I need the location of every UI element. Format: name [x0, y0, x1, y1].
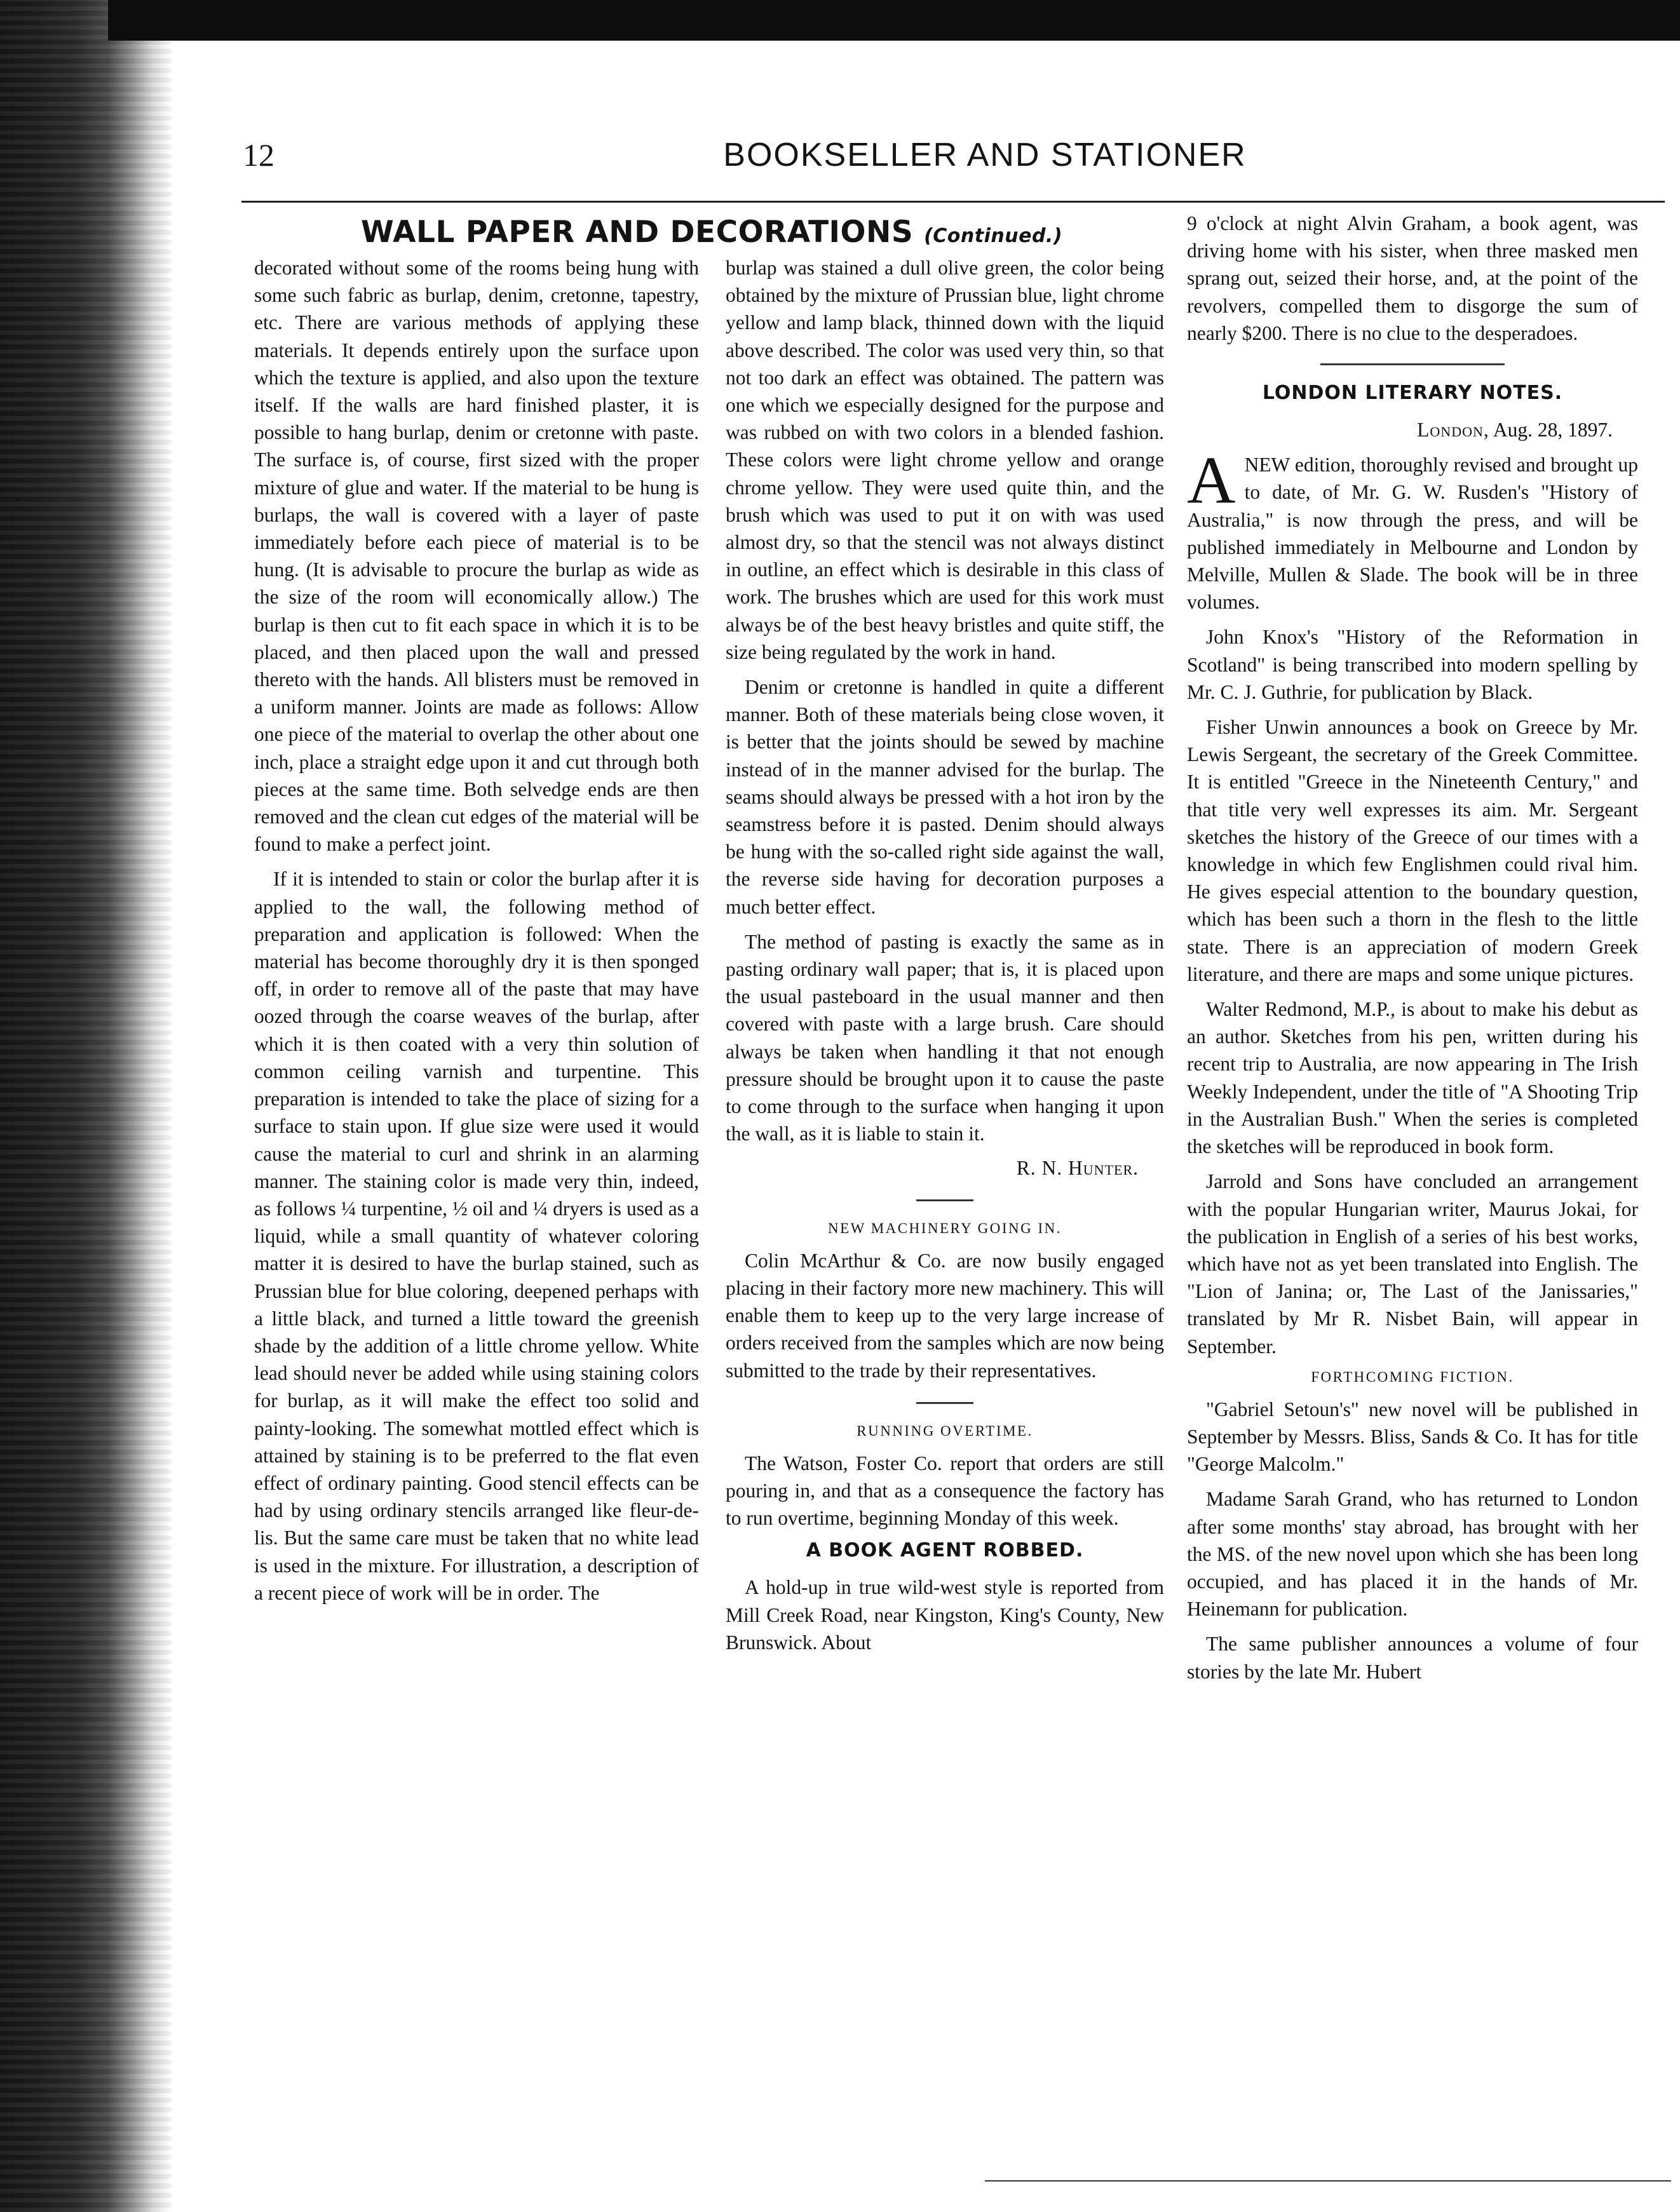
dateline	[1187, 416, 1638, 443]
fiction-paragraph: Madame Sarah Grand, who has returned to London after some months' stay abroad, has brought with her the MS. of the new novel upon which she has been long occupied, and has placed it in the hands of Mr. Heinemann for publication.	[1187, 1488, 1638, 1621]
book-agent-text: A hold-up in true wild-west style is reported from Mill Creek Road, near Kingston, King's County, New Brunswick. About	[726, 1576, 1164, 1654]
lead-paragraph	[1187, 443, 1638, 616]
section-divider	[916, 1402, 973, 1404]
article-paragraph: decorated without some of the rooms being hung with some such fabric as burlap, denim, cretonne, tapestry, etc. There are various methods of applying these materials. It depends entirely upon the surface upon which the texture is applied, and also upon the texture itself. If the walls are hard finished plaster, it is possible to hang burlap, denim or cretonne with paste. The surface is, of course, first sized with the proper mixture of glue and water. If the material to be hung is burlaps, the wall is covered with a layer of paste immediately before each piece of material is to be hung. (It is advisable to procure the burlap as wide as the size of the room will economically allow.) The burlap is then cut to fit each space in which it is to be placed, and then placed upon the wall and pressed thereto with the hands. All blisters must be removed in a uniform manner. Joints are made as follows: Allow one piece of the material to overlap the other about one inch, place a straight edge upon it and cut through both pieces at the same time. Both selvedge ends are then removed and the clean cut edges of the material will be found to make a perfect joint.	[254, 257, 699, 856]
article-headline	[254, 212, 1169, 257]
book-agent-heading: A BOOK AGENT ROBBED.	[806, 1539, 1084, 1562]
article-paragraph: Denim or cretonne is handled in quite a different manner. Both of these materials being close woven, it is better that the joints should be sewed by machine instead of in the manner advised for the burlap. The seams should always be pressed with a hot iron by the seamstress before it is pasted. Denim should always be hung with the so-called right side against the wall, the reverse side having for decoration purposes a much better effect.	[726, 676, 1164, 918]
fiction-paragraph: The same publisher announces a volume of four stories by the late Mr. Hubert	[1187, 1633, 1638, 1683]
fiction-heading: FORTHCOMING FICTION.	[1311, 1368, 1514, 1385]
running-title: BOOKSELLER AND STATIONER	[723, 137, 1247, 173]
dateline-place: London,	[1417, 419, 1489, 442]
headline-text: WALL PAPER AND DECORATIONS	[360, 215, 914, 250]
article-signature: R. N. Hunter.	[1016, 1156, 1139, 1179]
article-paragraph: burlap was stained a dull olive green, the color being obtained by the mixture of Prussian blue, light chrome yellow and lamp black, thinned down with the liquid above described. The color was used very thin, so that not too dark an effect was obtained. The pattern was one which we especially designed for the purpose and was rubbed on with two colors in a blended fashion. These colors were light chrome yellow and orange chrome yellow. They were used quite thin, and the brush which was used to put it on with was used almost dry, so that the stencil was not always distinct in outline, an effect which is desirable in this class of work. The brushes which are used for this work must always be of the best heavy bristles and quite stiff, the size being regulated by the work in hand.	[726, 257, 1164, 663]
fiction-paragraph: "Gabriel Setoun's" new novel will be published in September by Messrs. Bliss, Sands & Co. It has for title "George Malcolm."	[1187, 1398, 1638, 1476]
article-paragraph: The method of pasting is exactly the same as in pasting ordinary wall paper; that is, it is placed upon the usual pasteboard in the usual manner and then covered with paste with a large brush. Care should always be taken when handling it that not enough pressure should be brought upon it to cause the paste to come through to the surface when hanging it upon the wall, as it is liable to stain it.	[726, 930, 1164, 1145]
article-paragraph: If it is intended to stain or color the burlap after it is applied to the wall, the following method of preparation and application is followed: When the material has become thoroughly dry it is then sponged off, in order to remove all of the paste that may have oozed through the coarse weaves of the burlap, after which it is then coated with a very thin solution of common ceiling varnish and turpentine. This preparation is intended to take the place of sizing for a surface to stain upon. If glue size were used it would cause the material to curl and shrink in an alarming manner. The staining color is made very thin, indeed, as follows ¼ turpentine, ½ oil and ¼ dryers is used as a liquid, while a small quantity of whatever coloring matter it is desired to have the burlap stained, such as Prussian blue for blue coloring, deepened perhaps with a little black, and turned a little toward the greenish shade by the addition of a little chrome yellow. White lead should never be added while using staining colors for burlap, as it will make the effect too solid and painty-looking. The somewhat mottled effect which is attained by staining is to be preferred to the flat even effect of ordinary painting. Good stencil effects can be had by using ordinary stencils arranged like fleur-de-lis. But the same care must be taken that no white lead is used in the mixture. For illustration, a description of a recent piece of work will be in order. The	[254, 868, 699, 1604]
notes-paragraph: Fisher Unwin announces a book on Greece by Mr. Lewis Sergeant, the secretary of the Greek Committee. It is entitled "Greece in the Nineteenth Century," and that title very well expresses its aim. Mr. Sergeant sketches the history of the Greece of our times with a knowledge in which few Englishmen could rival him. He gives especial attention to the boundary question, which has been such a thorn in the flesh to the little state. There is an appreciation of modern Greek literature, and there are maps and some unique pictures.	[1187, 716, 1638, 985]
section-divider	[916, 1199, 973, 1201]
book-agent-text-continued: 9 o'clock at night Alvin Graham, a book agent, was driving home with his sister, when three masked men sprang out, seized their horse, and, at the point of the revolvers, compelled them to disgorge the sum of nearly $200. There is no clue to the desperadoes.	[1187, 212, 1638, 344]
scanned-binding-edge	[0, 0, 172, 2212]
overtime-text: The Watson, Foster Co. report that orders are still pouring in, and that as a consequence the factory has to run overtime, beginning Monday of this week.	[726, 1452, 1164, 1530]
column-left	[254, 254, 699, 1607]
london-notes-heading: LONDON LITERARY NOTES.	[1262, 382, 1563, 405]
drop-cap: A	[1187, 443, 1236, 518]
continued-label: (Continued.)	[924, 225, 1063, 247]
page-number: 12	[243, 137, 274, 173]
notes-paragraph: Walter Redmond, M.P., is about to make his debut as an author. Sketches from his pen, written during his recent trip to Australia, are now appearing in The Irish Weekly Independent, under the title of "A Shooting Trip in the Australian Bush." When the series is completed the sketches will be reproduced in book form.	[1187, 998, 1638, 1158]
notes-paragraph: John Knox's "History of the Reformation in Scotland" is being transcribed into modern spelling by Mr. C. J. Guthrie, for publication by Black.	[1187, 626, 1638, 703]
lead-paragraph-text: NEW edition, thoroughly revised and brought up to date, of Mr. G. W. Rusden's "History of Australia," is now through the press, and will be published immediately in Melbourne and London by Melville, Mullen & Slade. The book will be in three volumes.	[1187, 454, 1638, 614]
section-divider	[1320, 363, 1505, 365]
overtime-heading: RUNNING OVERTIME.	[857, 1422, 1033, 1439]
machinery-text: Colin McArthur & Co. are now busily engaged placing in their factory more new machinery. This will enable them to keep up to the very large increase of orders received from the samples which are now being submitted to the trade by their representatives.	[726, 1249, 1164, 1382]
column-right	[1187, 210, 1638, 1685]
machinery-heading: NEW MACHINERY GOING IN.	[828, 1220, 1062, 1236]
column-middle	[726, 254, 1164, 1656]
header-rule	[241, 201, 1665, 203]
dateline-date: Aug. 28, 1897.	[1493, 419, 1613, 442]
footer-rule	[985, 2180, 1671, 2182]
notes-paragraph: Jarrold and Sons have concluded an arrangement with the popular Hungarian writer, Maurus Jokai, for the publication in English of a series of his best works, which have not as yet been translated into English. The "Lion of Janina; or, The Last of the Janissaries," translated by Mr R. Nisbet Bain, will appear in September.	[1187, 1170, 1638, 1358]
scanned-top-border	[108, 0, 1680, 41]
